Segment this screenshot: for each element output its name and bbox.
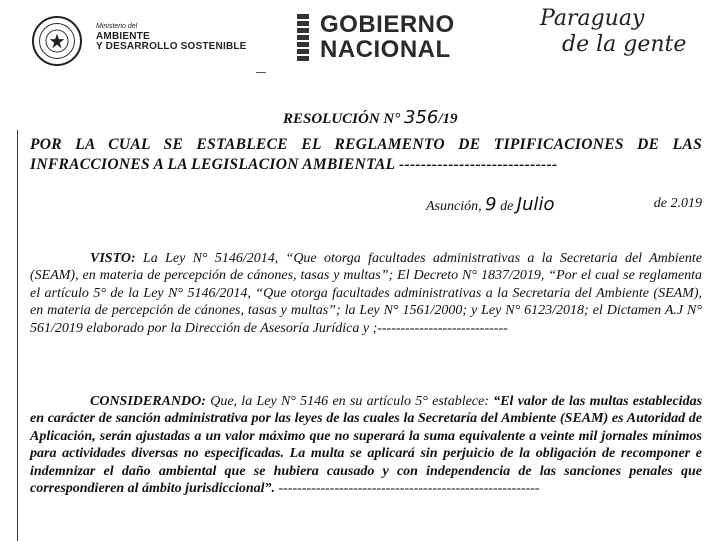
gov-line1: GOBIERNO <box>320 11 455 38</box>
government-bars-icon <box>297 14 311 64</box>
national-seal-icon <box>32 16 82 66</box>
brand-line2: de la gente <box>562 32 687 57</box>
resolution-prefix: RESOLUCIÓN N° <box>283 111 401 127</box>
visto-label: VISTO: <box>90 251 136 266</box>
header-divider-mark <box>256 72 266 73</box>
date-day: 9 <box>485 194 497 215</box>
considerando-label: CONSIDERANDO: <box>90 394 206 409</box>
date-line <box>426 194 708 215</box>
ministry-line2: AMBIENTE <box>96 31 150 42</box>
visto-paragraph <box>30 250 702 337</box>
government-logo-text <box>320 12 455 62</box>
brand-line1: Paraguay <box>540 6 645 31</box>
ministry-line1: Ministerio del <box>96 23 138 30</box>
date-de: de <box>500 199 514 214</box>
left-margin-line <box>17 130 18 541</box>
resolution-number: 356 <box>404 107 439 128</box>
resolution-suffix: /19 <box>438 111 458 127</box>
ministry-logo-text <box>96 22 247 52</box>
considerando-intro: Que, la Ley N° 5146 en su artículo 5° establece: <box>210 394 489 409</box>
date-year: de 2.019 <box>653 196 702 211</box>
considerando-paragraph <box>30 393 702 497</box>
considerando-tail: -------------------------------------------------------- <box>275 481 540 497</box>
brand-script-logo <box>540 6 686 58</box>
resolution-title: POR LA CUAL SE ESTABLECE EL REGLAMENTO DE TIPIFICACIONES DE LAS INFRACCIONES A LA LEGISLACION AMBIENTAL ----------------------------- <box>30 136 702 173</box>
date-month: Julio <box>516 194 555 215</box>
date-prefix: Asunción, <box>426 199 482 214</box>
resolution-heading <box>283 107 458 128</box>
visto-text: La Ley N° 5146/2014, “Que otorga facultades administrativas a la Secretaria del Ambiente (SEAM), en materia de percepción de cánones, tasas y multas”; El Decreto N° 1837/2019, “Por el cual se reglamenta el artículo 5° de la Ley N° 5146/2014, “Que otorga facultades administrativas a la Secretaria del Ambiente (SEAM), en materia de percepción de cánones, tasas y multas”; la Ley N° 1561/2000; y Ley N° 6123/2018; el Dictamen A.J N° 561/2019 elaborado por la Dirección de Asesoría Jurídica y ;---------------------------- <box>30 251 702 336</box>
gov-line2: NACIONAL <box>320 36 451 63</box>
considerando-quote: “El valor de las multas establecidas en carácter de sanción administrativa por las leyes de las cuales la Secretaría del Ambiente (SEAM) es Autoridad de Aplicación, serán ajustadas a un valor máximo que no superará la suma equivalente a veinte mil jornales mínimos para actividades diversas no especificadas. La multa se aplicará sin perjuicio de la obligación de recomponer e indemnizar el daño ambiental que se hubiera causado y con independencia de las sanciones penales que correspondieren al ámbito jurisdiccional”. <box>30 394 703 497</box>
ministry-line3: Y DESARROLLO SOSTENIBLE <box>96 41 247 52</box>
